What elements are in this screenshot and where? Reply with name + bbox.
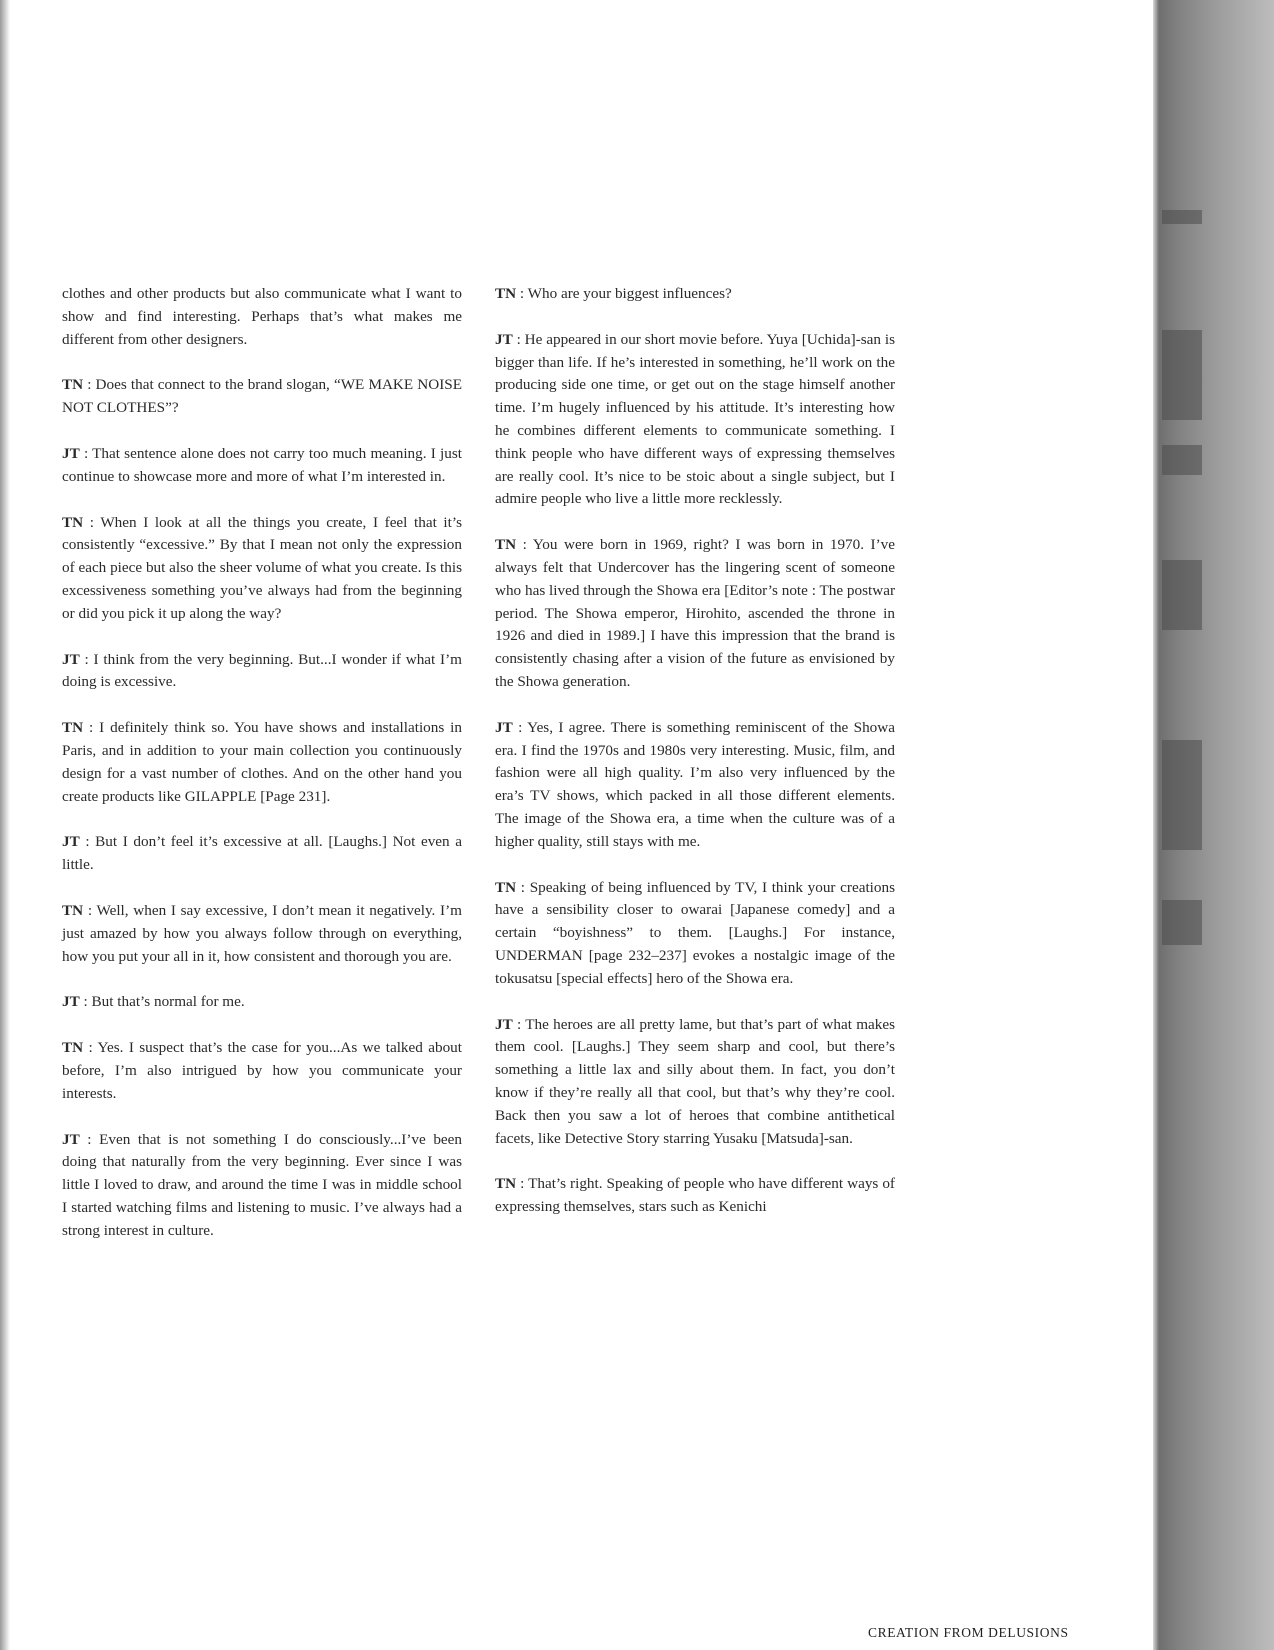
paragraph xyxy=(62,991,462,1014)
speaker-label: JT xyxy=(62,993,80,1011)
right-column xyxy=(495,283,895,1242)
scan-edge-mark xyxy=(1162,900,1202,945)
speaker-label: TN xyxy=(62,1039,84,1057)
paragraph xyxy=(495,1173,895,1219)
paragraph-text: : Yes. I suspect that’s the case for you...As we talked about before, I’m also intrigued by how you communicate your interests. xyxy=(62,1039,462,1102)
paragraph-text: : The heroes are all pretty lame, but that’s part of what makes them cool. [Laughs.] They seem sharp and cool, but there’s something a little lax and silly about them. In fact, you don’t know if they’re really all that cool, but that’s why they’re cool. Back then you saw a lot of heroes that combine antithetical facets, like Detective Story starring Yusaku [Matsuda]-san. xyxy=(495,1015,895,1147)
paragraph xyxy=(62,1129,462,1243)
speaker-label: TN xyxy=(62,719,84,737)
speaker-label: JT xyxy=(62,444,80,462)
running-footer: CREATION FROM DELUSIONS xyxy=(868,1625,1069,1640)
paragraph xyxy=(495,877,895,991)
paragraph xyxy=(495,329,895,511)
paragraph-text: : But I don’t feel it’s excessive at all. [Laughs.] Not even a little. xyxy=(62,833,462,874)
paragraph-text: : When I look at all the things you create, I feel that it’s consistently “excessive.” By that I mean not only the expression of each piece but also the sheer volume of what you create. Is this excessiveness something you’ve always had from the beginning or did you pick it up along the way? xyxy=(62,513,462,622)
paragraph-text: : Does that connect to the brand slogan, “WE MAKE NOISE NOT CLOTHES”? xyxy=(62,376,462,417)
scan-edge-mark xyxy=(1162,740,1202,850)
paragraph xyxy=(62,649,462,695)
left-column xyxy=(62,283,462,1266)
paragraph-text: : Yes, I agree. There is something reminiscent of the Showa era. I find the 1970s and 1980s very interesting. Music, film, and fashion were all high quality. I’m also very influenced by the era’s TV shows, which packed in all those different elements. The image of the Showa era, a time when the culture was of a higher quality, still stays with me. xyxy=(495,718,895,850)
speaker-label: TN xyxy=(62,513,84,531)
paragraph-text: : That’s right. Speaking of people who have different ways of expressing themselves, stars such as Kenichi xyxy=(495,1175,895,1216)
paragraph-text: : He appeared in our short movie before. Yuya [Uchida]-san is bigger than life. If he’s interested in something, he’ll work on the producing side one time, or get out on the stage himself another time. I’m hugely influenced by his attitude. It’s interesting how he combines different elements to communicate something. I think people who have different ways of expressing themselves are really cool. It’s nice to be stoic about a single subject, but I admire people who live a little more recklessly. xyxy=(495,330,895,508)
paragraph xyxy=(62,283,462,351)
scan-edge-mark xyxy=(1162,330,1202,420)
paragraph xyxy=(495,534,895,694)
speaker-label: JT xyxy=(495,1015,513,1033)
speaker-label: TN xyxy=(495,536,517,554)
paragraph-text: : That sentence alone does not carry too much meaning. I just continue to showcase more and more of what I’m interested in. xyxy=(62,444,462,485)
speaker-label: TN xyxy=(495,285,517,302)
scan-edge-mark xyxy=(1162,445,1202,475)
paragraph xyxy=(495,283,895,306)
paragraph xyxy=(62,443,462,489)
scan-edge-mark xyxy=(1162,210,1202,224)
paragraph xyxy=(62,831,462,877)
speaker-label: TN xyxy=(62,376,84,394)
speaker-label: JT xyxy=(62,650,80,668)
speaker-label: JT xyxy=(495,718,513,736)
paragraph xyxy=(62,717,462,808)
paragraph-text: clothes and other products but also communicate what I want to show and find interesting. Perhaps that’s what makes me different from other designers. xyxy=(62,285,462,348)
paragraph xyxy=(62,900,462,968)
scan-edge-mark xyxy=(1162,560,1202,630)
speaker-label: JT xyxy=(62,833,80,851)
paragraph xyxy=(495,1014,895,1151)
speaker-label: JT xyxy=(62,1130,80,1148)
paragraph-text: : I definitely think so. You have shows and installations in Paris, and in addition to your main collection you continuously design for a vast number of clothes. And on the other hand you create products like GILAPPLE [Page 231]. xyxy=(62,719,462,805)
paragraph-text: : I think from the very beginning. But...I wonder if what I’m doing is excessive. xyxy=(62,650,462,691)
page-gutter-shadow xyxy=(0,0,10,1650)
paragraph xyxy=(62,1037,462,1105)
speaker-label: JT xyxy=(495,330,513,348)
speaker-label: TN xyxy=(62,901,84,919)
paragraph-text: : Speaking of being influenced by TV, I think your creations have a sensibility closer to owarai [Japanese comedy] and a certain “boyishness” to them. [Laughs.] For instance, UNDERMAN [page 232–237] evokes a nostalgic image of the tokusatsu [special effects] hero of the Showa era. xyxy=(495,878,895,987)
speaker-label: TN xyxy=(495,1175,517,1193)
paragraph-text: : But that’s normal for me. xyxy=(79,993,245,1011)
page-edge-shadow xyxy=(1153,0,1274,1650)
paragraph-text: : Even that is not something I do consciously...I’ve been doing that naturally from the very beginning. Ever since I was little I loved to draw, and around the time I was in middle school I started watching films and listening to music. I’ve always had a strong interest in culture. xyxy=(62,1130,462,1239)
paragraph-text: : You were born in 1969, right? I was born in 1970. I’ve always felt that Undercover has the lingering scent of someone who has lived through the Showa era [Editor’s note : The postwar period. The Showa emperor, Hirohito, ascended the throne in 1926 and died in 1989.] I have this impression that the brand is consistently chasing after a vision of the future as envisioned by the Showa generation. xyxy=(495,536,895,690)
paragraph xyxy=(62,374,462,420)
paragraph-text: : Well, when I say excessive, I don’t mean it negatively. I’m just amazed by how you always follow through on everything, how you put your all in it, how consistent and thorough you are. xyxy=(62,901,462,965)
paragraph xyxy=(495,717,895,854)
paragraph-text: : Who are your biggest influences? xyxy=(516,285,732,302)
paragraph xyxy=(62,512,462,626)
speaker-label: TN xyxy=(495,878,517,896)
